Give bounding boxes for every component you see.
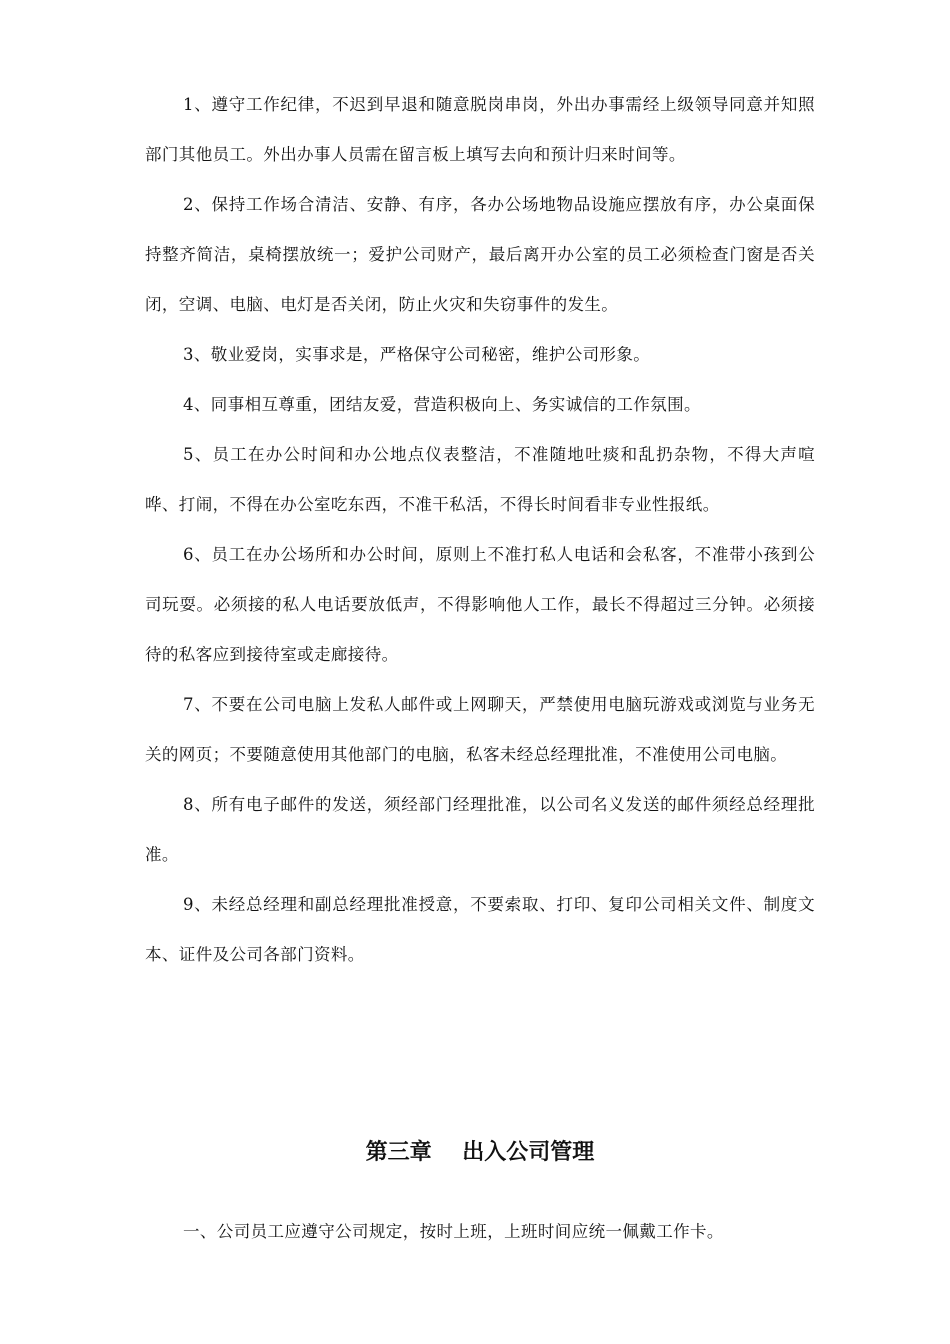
rules-section xyxy=(145,80,815,980)
chapter-paragraph-1: 一、公司员工应遵守公司规定，按时上班，上班时间应统一佩戴工作卡。 xyxy=(183,1222,724,1241)
chapter-title: 第三章 出入公司管理 xyxy=(365,1140,595,1165)
rule-paragraph-4: 4、同事相互尊重，团结友爱，营造积极向上、务实诚信的工作氛围。 xyxy=(183,395,701,414)
rule-paragraph-3: 3、敬业爱岗，实事求是，严格保守公司秘密，维护公司形象。 xyxy=(183,345,651,364)
rule-paragraph-5: 5、员工在办公时间和办公地点仪表整洁，不准随地吐痰和乱扔杂物，不得大声喧哗、打闹，不得在办公室吃东西，不准干私活，不得长时间看非专业性报纸。 xyxy=(145,445,815,514)
rule-paragraph-2: 2、保持工作场合清洁、安静、有序，各办公场地物品设施应摆放有序，办公桌面保持整齐简洁，桌椅摆放统一；爱护公司财产，最后离开办公室的员工必须检查门窗是否关闭，空调、电脑、电灯是否关闭，防止火灾和失窃事件的发生。 xyxy=(145,195,815,314)
rule-paragraph-7: 7、不要在公司电脑上发私人邮件或上网聊天，严禁使用电脑玩游戏或浏览与业务无关的网页；不要随意使用其他部门的电脑，私客未经总经理批准，不准使用公司电脑。 xyxy=(145,695,815,764)
rule-paragraph-6: 6、员工在办公场所和办公时间，原则上不准打私人电话和会私客，不准带小孩到公司玩耍。必须接的私人电话要放低声，不得影响他人工作，最长不得超过三分钟。必须接待的私客应到接待室或走廊接待。 xyxy=(145,545,815,664)
chapter-section xyxy=(145,1207,815,1257)
rule-paragraph-9: 9、未经总经理和副总经理批准授意，不要索取、打印、复印公司相关文件、制度文本、证件及公司各部门资料。 xyxy=(145,895,815,964)
rule-paragraph-8: 8、所有电子邮件的发送，须经部门经理批准，以公司名义发送的邮件须经总经理批准。 xyxy=(145,795,815,864)
rule-paragraph-1: 1、遵守工作纪律，不迟到早退和随意脱岗串岗，外出办事需经上级领导同意并知照部门其他员工。外出办事人员需在留言板上填写去向和预计归来时间等。 xyxy=(145,95,815,164)
